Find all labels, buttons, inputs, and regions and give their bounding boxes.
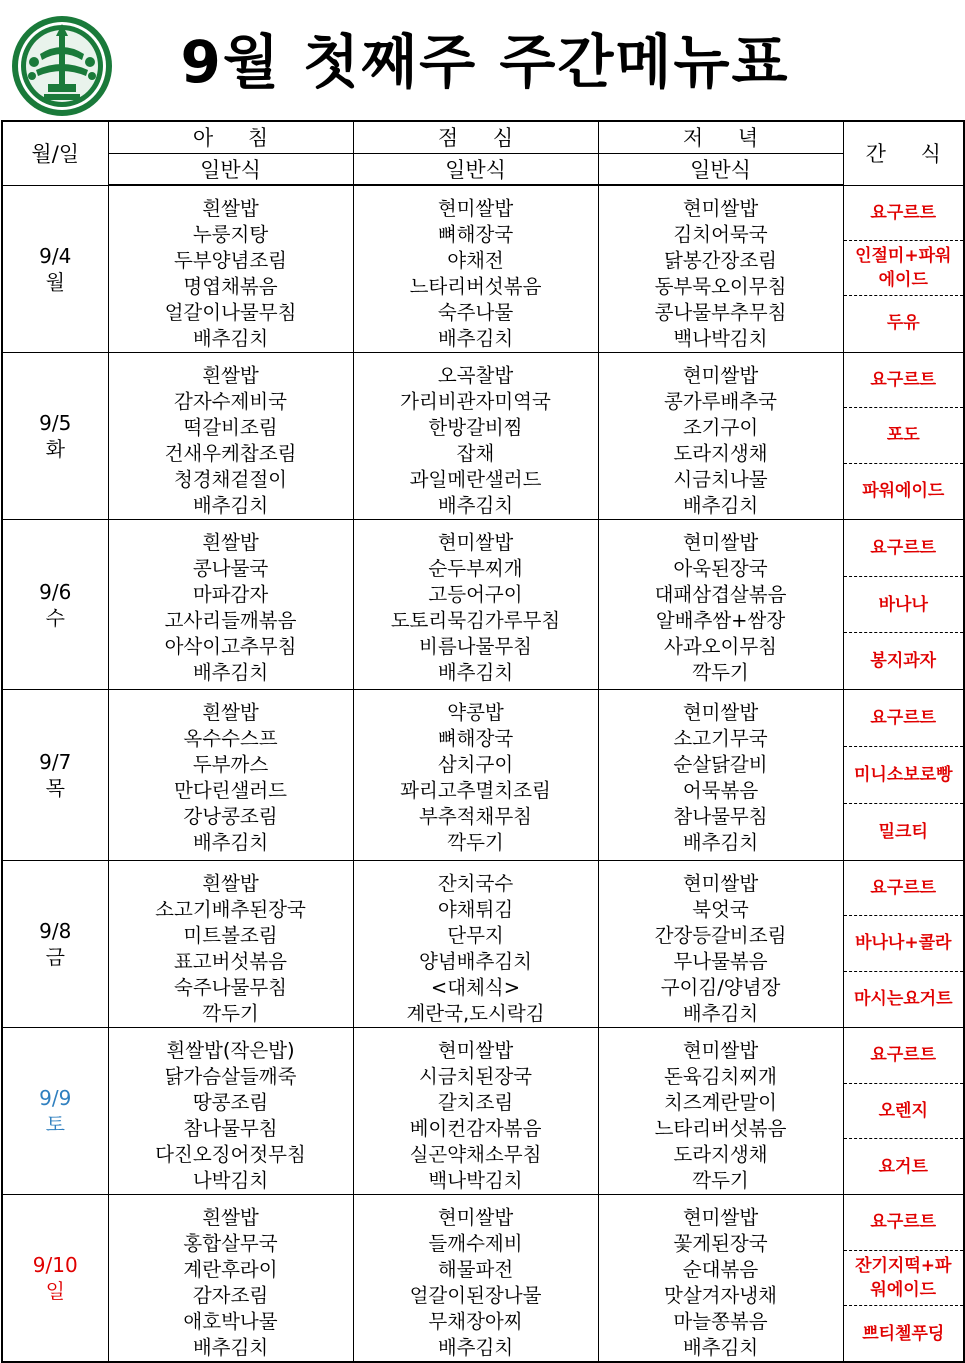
day-cell	[2, 1028, 108, 1195]
lunch-item: 배추김치	[437, 494, 514, 517]
dinner-item: 마늘쫑볶음	[673, 1310, 768, 1333]
breakfast-item: 두부양념조림	[173, 249, 288, 272]
dinner-item: 배추김치	[682, 831, 759, 854]
lunch-item: 뼈해장국	[437, 223, 514, 246]
snack-item: 포도	[844, 408, 964, 463]
dinner-item: 동부묵오이무침	[654, 275, 787, 298]
weekly-menu-table	[1, 120, 965, 1363]
snack-item: 밀크티	[878, 822, 928, 842]
dinner-item: 순대볶음	[682, 1258, 759, 1281]
dinner-item: 어묵볶음	[682, 779, 759, 802]
dinner-item: 느타리버섯볶음	[654, 1117, 787, 1140]
day-row	[2, 690, 964, 861]
lunch-item: 한방갈비찜	[428, 416, 523, 439]
dinner-cell	[598, 520, 843, 690]
lunch-item: 백나박김치	[428, 1169, 523, 1192]
dinner-item: 현미쌀밥	[682, 364, 759, 387]
header-snack: 간 식	[843, 121, 964, 185]
day-cell	[2, 1195, 108, 1363]
breakfast-item: 미트볼조림	[183, 924, 278, 947]
day-row	[2, 353, 964, 520]
breakfast-item: 흰쌀밥	[202, 197, 259, 220]
day-cell	[2, 861, 108, 1028]
breakfast-item: 콩나물국	[192, 557, 269, 580]
day-cell	[2, 185, 108, 353]
dinner-cell	[598, 690, 843, 861]
header-breakfast: 아 침	[108, 121, 353, 153]
snack-item: 요구르트	[844, 690, 964, 747]
snack-item: 요구르트	[844, 353, 964, 408]
lunch-cell	[353, 1028, 598, 1195]
lunch-item: 부추적채무침	[418, 805, 533, 828]
day-date: 9/6	[39, 579, 72, 604]
snack-item: 마시는요거트	[853, 988, 953, 1009]
lunch-item: 야채전	[447, 249, 504, 272]
lunch-item: 배추김치	[437, 327, 514, 350]
dinner-cell	[598, 1028, 843, 1195]
lunch-item: 실곤약채소무침	[409, 1143, 542, 1166]
dinner-item: 현미쌀밥	[682, 701, 759, 724]
snack-item: 요구르트	[844, 1195, 964, 1251]
breakfast-item: 얼갈이나물무침	[164, 301, 297, 324]
lunch-cell	[353, 520, 598, 690]
dinner-item: 맛살겨자냉채	[663, 1284, 778, 1307]
day-row	[2, 1195, 964, 1363]
breakfast-item: 애호박나물	[183, 1310, 278, 1333]
dinner-item: 닭봉간장조림	[663, 249, 778, 272]
dinner-item: 참나물무침	[673, 805, 768, 828]
snack-list	[844, 1028, 964, 1194]
snack-list	[844, 690, 964, 860]
breakfast-item: 숙주나물무침	[173, 976, 288, 999]
header	[0, 0, 965, 118]
lunch-item: 비름나물무침	[418, 635, 533, 658]
dinner-item: 배추김치	[682, 494, 759, 517]
day-weekday: 토	[45, 1112, 65, 1136]
lunch-item: 깍두기	[447, 831, 504, 854]
lunch-item: 현미쌀밥	[437, 1206, 514, 1229]
day-row	[2, 861, 964, 1028]
snack-item: 두유	[886, 313, 920, 334]
dinner-item: 배추김치	[682, 1336, 759, 1359]
breakfast-item: 흰쌀밥	[202, 701, 259, 724]
day-row	[2, 1028, 964, 1195]
snack-item: 요구르트	[844, 1028, 964, 1084]
snack-list	[844, 520, 964, 689]
snack-cell	[843, 520, 964, 690]
breakfast-item: 명엽채볶음	[183, 275, 278, 298]
breakfast-cell	[108, 861, 353, 1028]
breakfast-item: 마파감자	[192, 583, 269, 606]
breakfast-cell	[108, 185, 353, 353]
lunch-item: 약콩밥	[447, 701, 504, 724]
breakfast-item: 계란후라이	[183, 1258, 278, 1281]
subheader-lunch: 일반식	[353, 153, 598, 185]
breakfast-item: 깍두기	[202, 1002, 259, 1025]
dinner-item: 북엇국	[692, 898, 749, 921]
lunch-item: 느타리버섯볶음	[409, 275, 542, 298]
breakfast-item: 배추김치	[192, 831, 269, 854]
lunch-item: 순두부찌개	[428, 557, 523, 580]
breakfast-item: 홍합살무국	[183, 1232, 278, 1255]
snack-cell	[843, 861, 964, 1028]
day-cell	[2, 690, 108, 861]
breakfast-item: 청경채겉절이	[173, 468, 288, 491]
day-cell	[2, 353, 108, 520]
lunch-cell	[353, 353, 598, 520]
day-weekday: 수	[45, 605, 65, 630]
dinner-item: 콩가루배추국	[663, 390, 778, 413]
lunch-item: 배추김치	[437, 661, 514, 684]
snack-item: 요구르트	[844, 861, 964, 916]
day-cell	[2, 520, 108, 690]
dinner-item: 돈육김치찌개	[663, 1065, 778, 1088]
lunch-item: 시금치된장국	[418, 1065, 533, 1088]
day-date: 9/10	[32, 1253, 78, 1277]
snack-item: 잔기지떡+파워에이드	[844, 1251, 964, 1307]
snack-list	[844, 861, 964, 1026]
dinner-item: 치즈계란말이	[663, 1091, 778, 1114]
dinner-item: 도라지생채	[673, 442, 768, 465]
day-weekday: 금	[45, 945, 65, 969]
header-lunch: 점 심	[353, 121, 598, 153]
lunch-item: 단무지	[447, 924, 504, 947]
breakfast-item: 흰쌀밥	[202, 364, 259, 387]
dinner-item: 아욱된장국	[673, 557, 768, 580]
snack-item: 요구르트	[844, 520, 964, 577]
snack-cell	[843, 185, 964, 353]
lunch-item: <대체식>	[430, 976, 521, 999]
snack-item: 요거트	[878, 1156, 928, 1177]
breakfast-item: 배추김치	[192, 1336, 269, 1359]
breakfast-item: 배추김치	[192, 494, 269, 517]
snack-cell	[843, 1195, 964, 1363]
day-row	[2, 520, 964, 690]
breakfast-item: 나박김치	[192, 1169, 269, 1192]
breakfast-item: 다진오징어젓무침	[155, 1143, 306, 1166]
snack-list	[844, 186, 964, 351]
breakfast-item: 만다린샐러드	[173, 779, 288, 802]
lunch-item: 배추김치	[437, 1336, 514, 1359]
breakfast-item: 배추김치	[192, 327, 269, 350]
lunch-item: 도토리묵김가루무침	[390, 609, 561, 632]
breakfast-item: 흰쌀밥	[202, 872, 259, 895]
breakfast-cell	[108, 353, 353, 520]
lunch-item: 베이컨감자볶음	[409, 1117, 542, 1140]
snack-item: 인절미+파워에이드	[844, 241, 964, 296]
lunch-item: 뼈해장국	[437, 727, 514, 750]
breakfast-item: 아삭이고추무침	[164, 635, 297, 658]
breakfast-item: 참나물무침	[183, 1117, 278, 1140]
dinner-item: 현미쌀밥	[682, 872, 759, 895]
dinner-cell	[598, 185, 843, 353]
snack-item: 미니소보로빵	[844, 747, 964, 804]
breakfast-item: 두부까스	[192, 753, 269, 776]
lunch-cell	[353, 1195, 598, 1363]
breakfast-item: 건새우케찹조림	[164, 442, 297, 465]
dinner-item: 도라지생채	[673, 1143, 768, 1166]
dinner-cell	[598, 1195, 843, 1363]
day-row	[2, 185, 964, 353]
breakfast-item: 배추김치	[192, 661, 269, 684]
lunch-item: 잔치국수	[437, 872, 514, 895]
breakfast-item: 흰쌀밥(작은밥)	[166, 1039, 295, 1062]
dinner-item: 조기구이	[682, 416, 759, 439]
header-date: 월/일	[2, 121, 108, 185]
lunch-item: 야채튀김	[437, 898, 514, 921]
snack-item: 바나나+콜라	[844, 916, 964, 971]
dinner-item: 현미쌀밥	[682, 531, 759, 554]
lunch-item: 오곡찰밥	[437, 364, 514, 387]
lunch-item: 잡채	[456, 442, 495, 465]
dinner-item: 대패삼겹살볶음	[654, 583, 787, 606]
snack-cell	[843, 353, 964, 520]
breakfast-item: 고사리들깨볶음	[164, 609, 297, 632]
lunch-item: 무채장아찌	[428, 1310, 523, 1333]
day-date: 9/7	[39, 750, 72, 774]
dinner-item: 알배추쌈+쌈장	[655, 609, 786, 632]
dinner-cell	[598, 861, 843, 1028]
dinner-item: 김치어묵국	[673, 223, 768, 246]
dinner-item: 현미쌀밥	[682, 197, 759, 220]
dinner-item: 깍두기	[692, 661, 749, 684]
header-dinner: 저 녁	[598, 121, 843, 153]
breakfast-item: 강낭콩조림	[183, 805, 278, 828]
day-weekday: 일	[45, 1279, 65, 1303]
lunch-item: 들깨수제비	[428, 1232, 523, 1255]
breakfast-item: 감자조림	[192, 1284, 269, 1307]
day-date: 9/4	[39, 243, 72, 268]
lunch-item: 고등어구이	[428, 583, 523, 606]
lunch-item: 양념배추김치	[418, 950, 533, 973]
dinner-item: 순살닭갈비	[673, 753, 768, 776]
day-weekday: 월	[45, 269, 65, 294]
breakfast-cell	[108, 690, 353, 861]
lunch-item: 숙주나물	[437, 301, 514, 324]
emblem-logo-icon	[10, 14, 114, 118]
snack-item: 바나나	[844, 577, 964, 634]
day-date: 9/8	[39, 919, 72, 943]
lunch-cell	[353, 690, 598, 861]
menu-body	[2, 185, 964, 1362]
lunch-item: 계란국,도시락김	[406, 1002, 545, 1025]
breakfast-item: 흰쌀밥	[202, 531, 259, 554]
subheader-breakfast: 일반식	[108, 153, 353, 185]
lunch-cell	[353, 185, 598, 353]
lunch-item: 삼치구이	[437, 753, 514, 776]
day-weekday: 화	[45, 437, 65, 461]
page-title: 9월 첫째주 주간메뉴표	[180, 28, 790, 96]
lunch-item: 가리비관자미역국	[400, 390, 551, 413]
breakfast-cell	[108, 1195, 353, 1363]
breakfast-item: 떡갈비조림	[183, 416, 278, 439]
lunch-item: 얼갈이된장나물	[409, 1284, 542, 1307]
breakfast-item: 누룽지탕	[192, 223, 269, 246]
breakfast-item: 옥수수스프	[183, 727, 278, 750]
snack-item: 오렌지	[844, 1084, 964, 1140]
snack-item: 요구르트	[844, 186, 964, 241]
snack-cell	[843, 690, 964, 861]
snack-item: 쁘티첼푸딩	[862, 1323, 945, 1344]
dinner-item: 현미쌀밥	[682, 1206, 759, 1229]
snack-cell	[843, 1028, 964, 1195]
dinner-item: 꽃게된장국	[673, 1232, 768, 1255]
lunch-item: 과일메란샐러드	[409, 468, 542, 491]
dinner-item: 콩나물부추무침	[654, 301, 787, 324]
lunch-item: 꽈리고추멸치조림	[400, 779, 551, 802]
breakfast-cell	[108, 520, 353, 690]
dinner-item: 현미쌀밥	[682, 1039, 759, 1062]
dinner-item: 시금치나물	[673, 468, 768, 491]
breakfast-item: 소고기배추된장국	[155, 898, 306, 921]
dinner-item: 구이김/양념장	[660, 976, 781, 999]
dinner-item: 깍두기	[692, 1169, 749, 1192]
dinner-item: 소고기무국	[673, 727, 768, 750]
lunch-cell	[353, 861, 598, 1028]
dinner-item: 간장등갈비조림	[654, 924, 787, 947]
day-date: 9/5	[39, 411, 72, 435]
snack-list	[844, 353, 964, 518]
dinner-item: 무나물볶음	[673, 950, 768, 973]
lunch-item: 현미쌀밥	[437, 531, 514, 554]
breakfast-item: 흰쌀밥	[202, 1206, 259, 1229]
breakfast-item: 땅콩조림	[192, 1091, 269, 1114]
breakfast-item: 닭가슴살들깨죽	[164, 1065, 297, 1088]
snack-item: 파워에이드	[862, 480, 945, 501]
breakfast-item: 감자수제비국	[173, 390, 288, 413]
day-weekday: 목	[45, 776, 65, 800]
dinner-item: 배추김치	[682, 1002, 759, 1025]
breakfast-cell	[108, 1028, 353, 1195]
breakfast-item: 표고버섯볶음	[173, 950, 288, 973]
snack-list	[844, 1195, 964, 1361]
dinner-cell	[598, 353, 843, 520]
dinner-item: 백나박김치	[673, 327, 768, 350]
lunch-item: 갈치조림	[437, 1091, 514, 1114]
lunch-item: 현미쌀밥	[437, 1039, 514, 1062]
subheader-dinner: 일반식	[598, 153, 843, 185]
lunch-item: 해물파전	[437, 1258, 514, 1281]
day-date: 9/9	[39, 1086, 72, 1110]
snack-item: 봉지과자	[870, 651, 937, 672]
dinner-item: 사과오이무침	[663, 635, 778, 658]
lunch-item: 현미쌀밥	[437, 197, 514, 220]
